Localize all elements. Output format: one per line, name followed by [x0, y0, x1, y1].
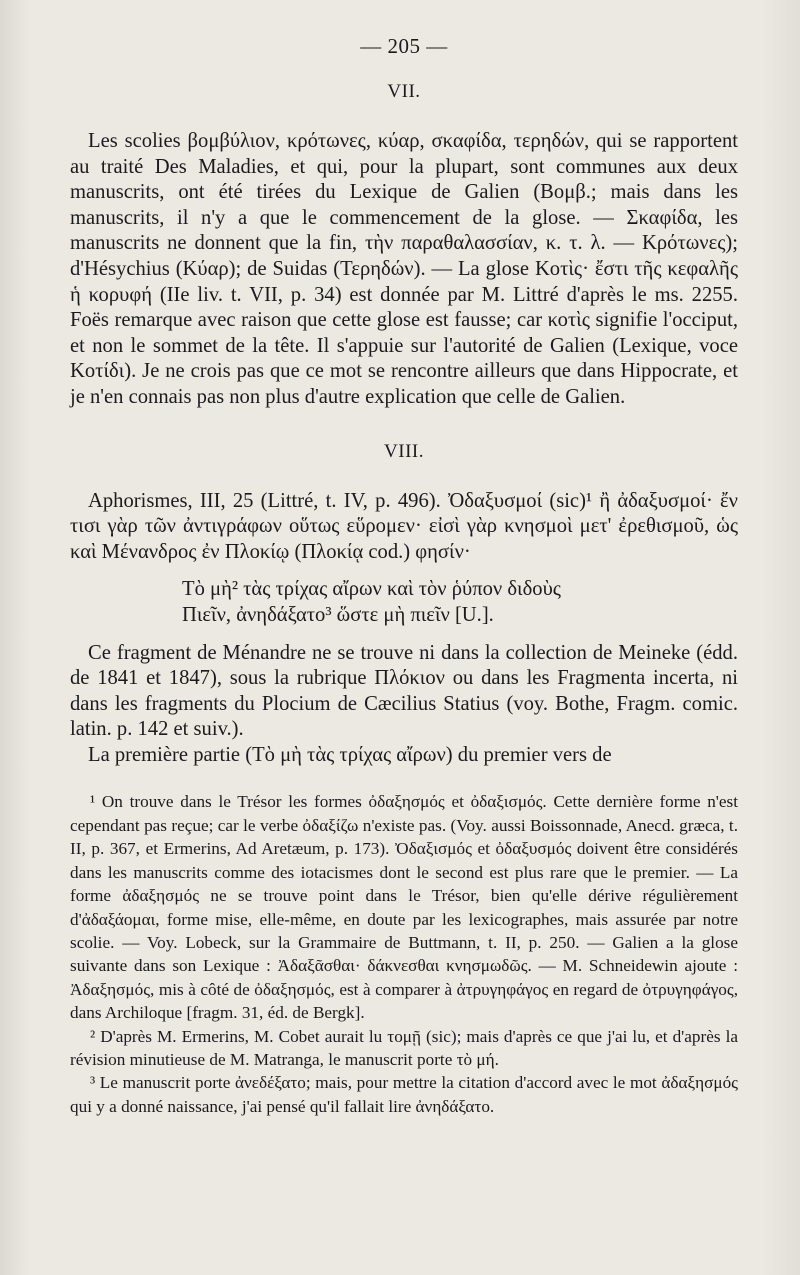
footnotes [70, 790, 738, 1118]
footnote-3: ³ Le manuscrit porte ἀνεδέξατο; mais, pour mettre la citation d'accord avec le mot ἀδαξησμός qui y a donné naissance, j'ai pensé qu'il fallait lire ἀνηδάξατο. [70, 1073, 738, 1116]
verse-line-1: Τὸ μὴ² τὰς τρίχας αἴρων καὶ τὸν ῥύπον διδοὺς [182, 578, 561, 601]
section-viii-paragraph-2: Ce fragment de Ménandre ne se trouve ni dans la collection de Meineke (édd. de 1841 et 1847), sous la rubrique Πλόκιον ou dans les Fragmenta incerta, ni dans les fragments du Plocium de Cæcilius Statius (voy. Bothe, Fragm. comic. latin. p. 142 et suiv.). [70, 641, 738, 741]
footnote-2: ² D'après M. Ermerins, M. Cobet aurait lu τομῇ (sic); mais d'après ce que j'ai lu, et d'après la révision minutieuse de M. Matranga, le manuscrit porte τὸ μή. [70, 1026, 738, 1069]
section-vii-title: VII. [387, 81, 421, 102]
footnote-1: ¹ On trouve dans le Trésor les formes ὀδαξησμός et ὀδαξισμός. Cette dernière forme n'est cependant pas reçue; car le verbe ὀδαξίζω n'existe pas. (Voy. aussi Boissonnade, Anecd. græca, t. II, p. 367, et Ermerins, Ad Aretæum, p. 173). Ὀδαξισμός et ὀδαξυσμός doivent être considérés dans les manuscrits comme des iotacismes dont le second est plus rare que le premier. — La forme ἀδαξησμός ne se trouve point dans le Trésor, bien qu'elle dérive régulièrement d'ἀδαξάομαι, forme mise, elle-même, en doute par les lexicographes, mais assurée par notre scolie. — Voy. Lobeck, sur la Grammaire de Buttmann, t. II, p. 250. — Galien a la glose suivante dans son Lexique : Ἀδαξᾶσθαι· δάκνεσθαι κνησμωδῶς. — M. Schneidewin ajoute : Ἀδαξησμός, mis à côté de ὀδαξησμός, est à comparer à ἀτρυγηφάγος en regard de ὀτρυγηφάγος, dans Archiloque [fragm. 31, éd. de Bergk]. [70, 792, 738, 1023]
section-viii-intro: Aphorismes, III, 25 (Littré, t. IV, p. 496). Ὀδαξυσμοί (sic)¹ ἢ ἀδαξυσμοί· ἔν τισι γὰρ τῶν ἀντιγράφων οὕτως εὕρομεν· εἰσὶ γὰρ κνησμοὶ μετ' ἐρεθισμοῦ, ὡς καὶ Μένανδρος ἐν Πλοκίῳ (Πλοκίᾳ cod.) φησίν· [70, 489, 738, 563]
page-number: — 205 — [360, 34, 448, 58]
section-viii-paragraph-3: La première partie (Τὸ μὴ τὰς τρίχας αἴρων) du premier vers de [88, 743, 612, 766]
section-viii-title: VIII. [384, 440, 424, 462]
section-vii-paragraph: Les scolies βομβύλιον, κρότωνες, κύαρ, σκαφίδα, τερηδών, qui se rapportent au traité Des Maladies, et qui, pour la plupart, sont communes aux deux manuscrits, ont été tirées du Lexique de Galien (Βομβ.; mais dans les manuscrits, il n'y a que le commencement de la glose. — Σκαφίδα, les manuscrits ne donnent que la fin, τὴν παραθαλασσίαν, κ. τ. λ. — Κρότωνες); d'Hésychius (Κύαρ); de Suidas (Τερηδών). — La glose Κοτὶς· ἔστι τῆς κεφαλῆς ἡ κορυφή (IIe liv. t. VII, p. 34) est donnée par M. Littré d'après le ms. 2255. Foës remarque avec raison que cette glose est fausse; car κοτὶς signifie l'occiput, et non le sommet de la tête. Il s'appuie sur l'autorité de Galien (Lexique, voce Κοτίδι). Je ne crois pas que ce mot se rencontre ailleurs que dans Hippocrate, et je n'en connais pas non plus d'autre explication que celle de Galien. [70, 130, 738, 408]
verse-line-2: Πιεῖν, ἀνηδάξατο³ ὥστε μὴ πιεῖν [U.]. [182, 603, 494, 626]
menander-verse [182, 577, 738, 628]
